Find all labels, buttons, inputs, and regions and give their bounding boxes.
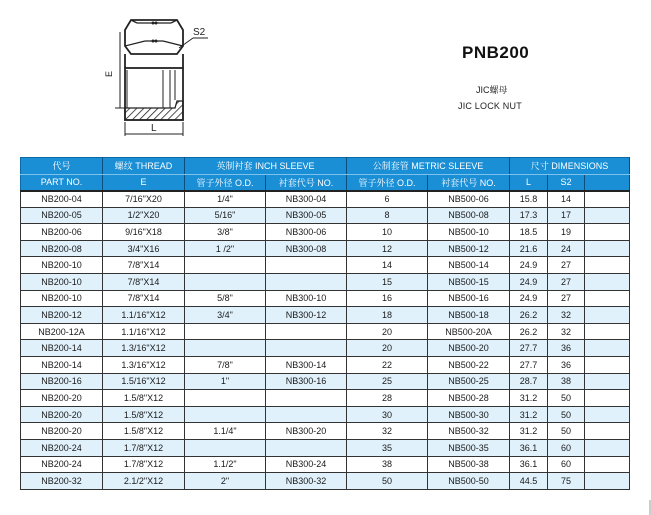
dimension-s2-label: S2 (193, 27, 206, 38)
cell-s2: 36 (548, 356, 585, 373)
table-row (21, 340, 630, 357)
cell-part-no: NB200-24 (21, 456, 103, 473)
cell-blank (585, 423, 630, 440)
cell-s2: 50 (548, 423, 585, 440)
cell-thread: 9/16"X18 (103, 224, 185, 241)
cell-metric-no: NB500-12 (428, 240, 510, 257)
cell-inch-od (185, 439, 266, 456)
cell-inch-od: 5/8" (185, 290, 266, 307)
cell-s2: 17 (548, 207, 585, 224)
cell-s2: 19 (548, 224, 585, 241)
cell-inch-no (266, 340, 347, 357)
cell-inch-no (266, 390, 347, 407)
cell-metric-od: 15 (347, 273, 428, 290)
cell-metric-od: 32 (347, 423, 428, 440)
cell-part-no: NB200-08 (21, 240, 103, 257)
cell-thread: 1.5/8"X12 (103, 406, 185, 423)
cell-inch-no (266, 406, 347, 423)
cell-thread: 3/4"X16 (103, 240, 185, 257)
cell-metric-no: NB500-15 (428, 273, 510, 290)
product-subtitle-en: JIC LOCK NUT (458, 101, 522, 111)
header-s2: S2 (548, 174, 585, 191)
header-metric-sleeve: 公制套管 METRIC SLEEVE (347, 158, 510, 175)
product-subtitle-cn: JIC螺母 (476, 85, 508, 95)
table-row (21, 356, 630, 373)
cell-l: 24.9 (510, 290, 548, 307)
cell-metric-no: NB500-32 (428, 423, 510, 440)
cell-thread: 1.5/16"X12 (103, 373, 185, 390)
cell-blank (585, 439, 630, 456)
header-inch-no: 衬套代号 NO. (266, 174, 347, 191)
cell-part-no: NB200-20 (21, 423, 103, 440)
cell-part-no: NB200-05 (21, 207, 103, 224)
cell-thread: 7/8"X14 (103, 257, 185, 274)
cell-blank (585, 224, 630, 241)
cell-s2: 75 (548, 473, 585, 490)
cell-s2: 32 (548, 323, 585, 340)
cell-l: 44.5 (510, 473, 548, 490)
cell-l: 31.2 (510, 390, 548, 407)
table-row (21, 224, 630, 241)
cell-l: 15.8 (510, 191, 548, 208)
cell-part-no: NB200-14 (21, 356, 103, 373)
cell-metric-no: NB500-10 (428, 224, 510, 241)
cell-inch-no (266, 323, 347, 340)
cell-blank (585, 473, 630, 490)
header-thread: 螺纹 THREAD (103, 158, 185, 175)
cell-blank (585, 356, 630, 373)
cell-s2: 50 (548, 406, 585, 423)
cell-thread: 7/16"X20 (103, 191, 185, 208)
cell-metric-od: 35 (347, 439, 428, 456)
cell-s2: 38 (548, 373, 585, 390)
cell-metric-no: NB500-30 (428, 406, 510, 423)
cell-metric-od: 20 (347, 323, 428, 340)
cell-s2: 27 (548, 290, 585, 307)
cell-metric-od: 20 (347, 340, 428, 357)
cell-thread: 1/2"X20 (103, 207, 185, 224)
cell-inch-no: NB300-20 (266, 423, 347, 440)
header-l: L (510, 174, 548, 191)
cell-inch-od (185, 340, 266, 357)
cell-metric-od: 12 (347, 240, 428, 257)
cell-metric-od: 6 (347, 191, 428, 208)
header-thread-e: E (103, 174, 185, 191)
header-part-no-cn: 代号 (21, 158, 103, 175)
cell-l: 18.5 (510, 224, 548, 241)
cell-inch-od (185, 390, 266, 407)
cell-blank (585, 207, 630, 224)
cell-l: 31.2 (510, 423, 548, 440)
cell-s2: 50 (548, 390, 585, 407)
cell-s2: 36 (548, 340, 585, 357)
header-part-no: PART NO. (21, 174, 103, 191)
cell-inch-od: 3/8" (185, 224, 266, 241)
table-row (21, 307, 630, 324)
cell-metric-no: NB500-35 (428, 439, 510, 456)
cell-s2: 60 (548, 439, 585, 456)
cell-s2: 60 (548, 456, 585, 473)
cell-inch-od (185, 406, 266, 423)
cell-part-no: NB200-10 (21, 257, 103, 274)
cell-l: 31.2 (510, 406, 548, 423)
cell-inch-od: 1.1/4" (185, 423, 266, 440)
cell-metric-no: NB500-25 (428, 373, 510, 390)
cell-metric-no: NB500-16 (428, 290, 510, 307)
cell-s2: 32 (548, 307, 585, 324)
cell-thread: 1.7/8"X12 (103, 456, 185, 473)
cell-metric-od: 30 (347, 406, 428, 423)
cell-s2: 24 (548, 240, 585, 257)
cell-part-no: NB200-12 (21, 307, 103, 324)
table-row (21, 191, 630, 208)
cell-blank (585, 240, 630, 257)
header-metric-od: 管子外径 O.D. (347, 174, 428, 191)
cell-part-no: NB200-20 (21, 406, 103, 423)
cell-l: 28.7 (510, 373, 548, 390)
cell-metric-no: NB500-28 (428, 390, 510, 407)
cell-inch-no: NB300-04 (266, 191, 347, 208)
cell-s2: 27 (548, 257, 585, 274)
cell-part-no: NB200-10 (21, 273, 103, 290)
cell-inch-od (185, 257, 266, 274)
cell-blank (585, 406, 630, 423)
cell-metric-no: NB500-18 (428, 307, 510, 324)
cell-blank (585, 323, 630, 340)
cell-part-no: NB200-20 (21, 390, 103, 407)
cell-inch-od: 3/4" (185, 307, 266, 324)
cell-l: 26.2 (510, 307, 548, 324)
header-inch-sleeve: 英制衬套 INCH SLEEVE (185, 158, 347, 175)
table-row (21, 257, 630, 274)
cell-thread: 1.5/8"X12 (103, 423, 185, 440)
header-blank (585, 174, 630, 191)
cell-blank (585, 390, 630, 407)
cell-thread: 1.1/16"X12 (103, 307, 185, 324)
cell-inch-od (185, 273, 266, 290)
cell-inch-od: 2" (185, 473, 266, 490)
cell-l: 36.1 (510, 456, 548, 473)
cell-inch-no: NB300-08 (266, 240, 347, 257)
header-inch-od: 管子外径 O.D. (185, 174, 266, 191)
cell-part-no: NB200-12A (21, 323, 103, 340)
table-row (21, 439, 630, 456)
cell-inch-no: NB300-12 (266, 307, 347, 324)
cell-metric-no: NB500-06 (428, 191, 510, 208)
cell-part-no: NB200-06 (21, 224, 103, 241)
spec-table-body (21, 191, 630, 490)
table-row (21, 290, 630, 307)
cell-metric-no: NB500-20 (428, 340, 510, 357)
cell-metric-no: NB500-22 (428, 356, 510, 373)
cell-metric-od: 8 (347, 207, 428, 224)
table-row (21, 273, 630, 290)
cell-metric-no: NB500-20A (428, 323, 510, 340)
cell-l: 26.2 (510, 323, 548, 340)
cell-metric-od: 18 (347, 307, 428, 324)
cell-thread: 1.3/16"X12 (103, 340, 185, 357)
cell-metric-no: NB500-50 (428, 473, 510, 490)
header-metric-no: 衬套代号 NO. (428, 174, 510, 191)
table-row (21, 473, 630, 490)
cell-inch-no: NB300-10 (266, 290, 347, 307)
cell-l: 36.1 (510, 439, 548, 456)
cell-s2: 14 (548, 191, 585, 208)
cell-blank (585, 257, 630, 274)
lock-nut-drawing (95, 8, 220, 143)
cell-blank (585, 307, 630, 324)
table-row (21, 456, 630, 473)
cell-thread: 7/8"X14 (103, 273, 185, 290)
cell-metric-od: 28 (347, 390, 428, 407)
cell-l: 21.6 (510, 240, 548, 257)
cell-thread: 1.3/16"X12 (103, 356, 185, 373)
cell-inch-od (185, 323, 266, 340)
cell-metric-no: NB500-08 (428, 207, 510, 224)
cell-inch-od: 1.1/2" (185, 456, 266, 473)
cell-blank (585, 290, 630, 307)
table-row (21, 390, 630, 407)
cell-inch-od: 1 /2" (185, 240, 266, 257)
cell-blank (585, 340, 630, 357)
cell-l: 24.9 (510, 257, 548, 274)
cell-inch-od: 1" (185, 373, 266, 390)
cell-metric-od: 10 (347, 224, 428, 241)
cell-thread: 7/8"X14 (103, 290, 185, 307)
cell-inch-no (266, 257, 347, 274)
cell-metric-od: 16 (347, 290, 428, 307)
cell-metric-no: NB500-14 (428, 257, 510, 274)
table-row (21, 207, 630, 224)
cell-metric-od: 14 (347, 257, 428, 274)
cell-metric-od: 50 (347, 473, 428, 490)
dimension-e-label: E (104, 70, 114, 77)
spec-table (20, 157, 630, 490)
cell-metric-od: 22 (347, 356, 428, 373)
table-row (21, 373, 630, 390)
cell-l: 24.9 (510, 273, 548, 290)
cell-thread: 1.5/8"X12 (103, 390, 185, 407)
cell-inch-od: 7/8" (185, 356, 266, 373)
cell-part-no: NB200-14 (21, 340, 103, 357)
cell-metric-no: NB500-38 (428, 456, 510, 473)
cell-inch-no (266, 439, 347, 456)
table-row (21, 423, 630, 440)
cell-inch-od: 5/16" (185, 207, 266, 224)
cell-l: 27.7 (510, 356, 548, 373)
cell-blank (585, 373, 630, 390)
cell-metric-od: 25 (347, 373, 428, 390)
dimension-l-label: L (151, 123, 157, 134)
cell-inch-no: NB300-14 (266, 356, 347, 373)
product-code: PNB200 (462, 43, 530, 62)
cell-inch-no: NB300-24 (266, 456, 347, 473)
cell-inch-no (266, 273, 347, 290)
table-row (21, 323, 630, 340)
cell-part-no: NB200-24 (21, 439, 103, 456)
cell-s2: 27 (548, 273, 585, 290)
cell-metric-od: 38 (347, 456, 428, 473)
header-dimensions: 尺寸 DIMENSIONS (510, 158, 630, 175)
table-row (21, 406, 630, 423)
cell-part-no: NB200-10 (21, 290, 103, 307)
cell-part-no: NB200-04 (21, 191, 103, 208)
cell-inch-od: 1/4" (185, 191, 266, 208)
cell-blank (585, 191, 630, 208)
table-row (21, 240, 630, 257)
cell-inch-no: NB300-16 (266, 373, 347, 390)
cell-inch-no: NB300-05 (266, 207, 347, 224)
cell-l: 17.3 (510, 207, 548, 224)
cell-thread: 1.7/8"X12 (103, 439, 185, 456)
cell-l: 27.7 (510, 340, 548, 357)
cell-part-no: NB200-32 (21, 473, 103, 490)
cell-thread: 1.1/16"X12 (103, 323, 185, 340)
cell-blank (585, 273, 630, 290)
cell-inch-no: NB300-32 (266, 473, 347, 490)
cell-inch-no: NB300-06 (266, 224, 347, 241)
cell-blank (585, 456, 630, 473)
cell-part-no: NB200-16 (21, 373, 103, 390)
cell-thread: 2.1/2"X12 (103, 473, 185, 490)
